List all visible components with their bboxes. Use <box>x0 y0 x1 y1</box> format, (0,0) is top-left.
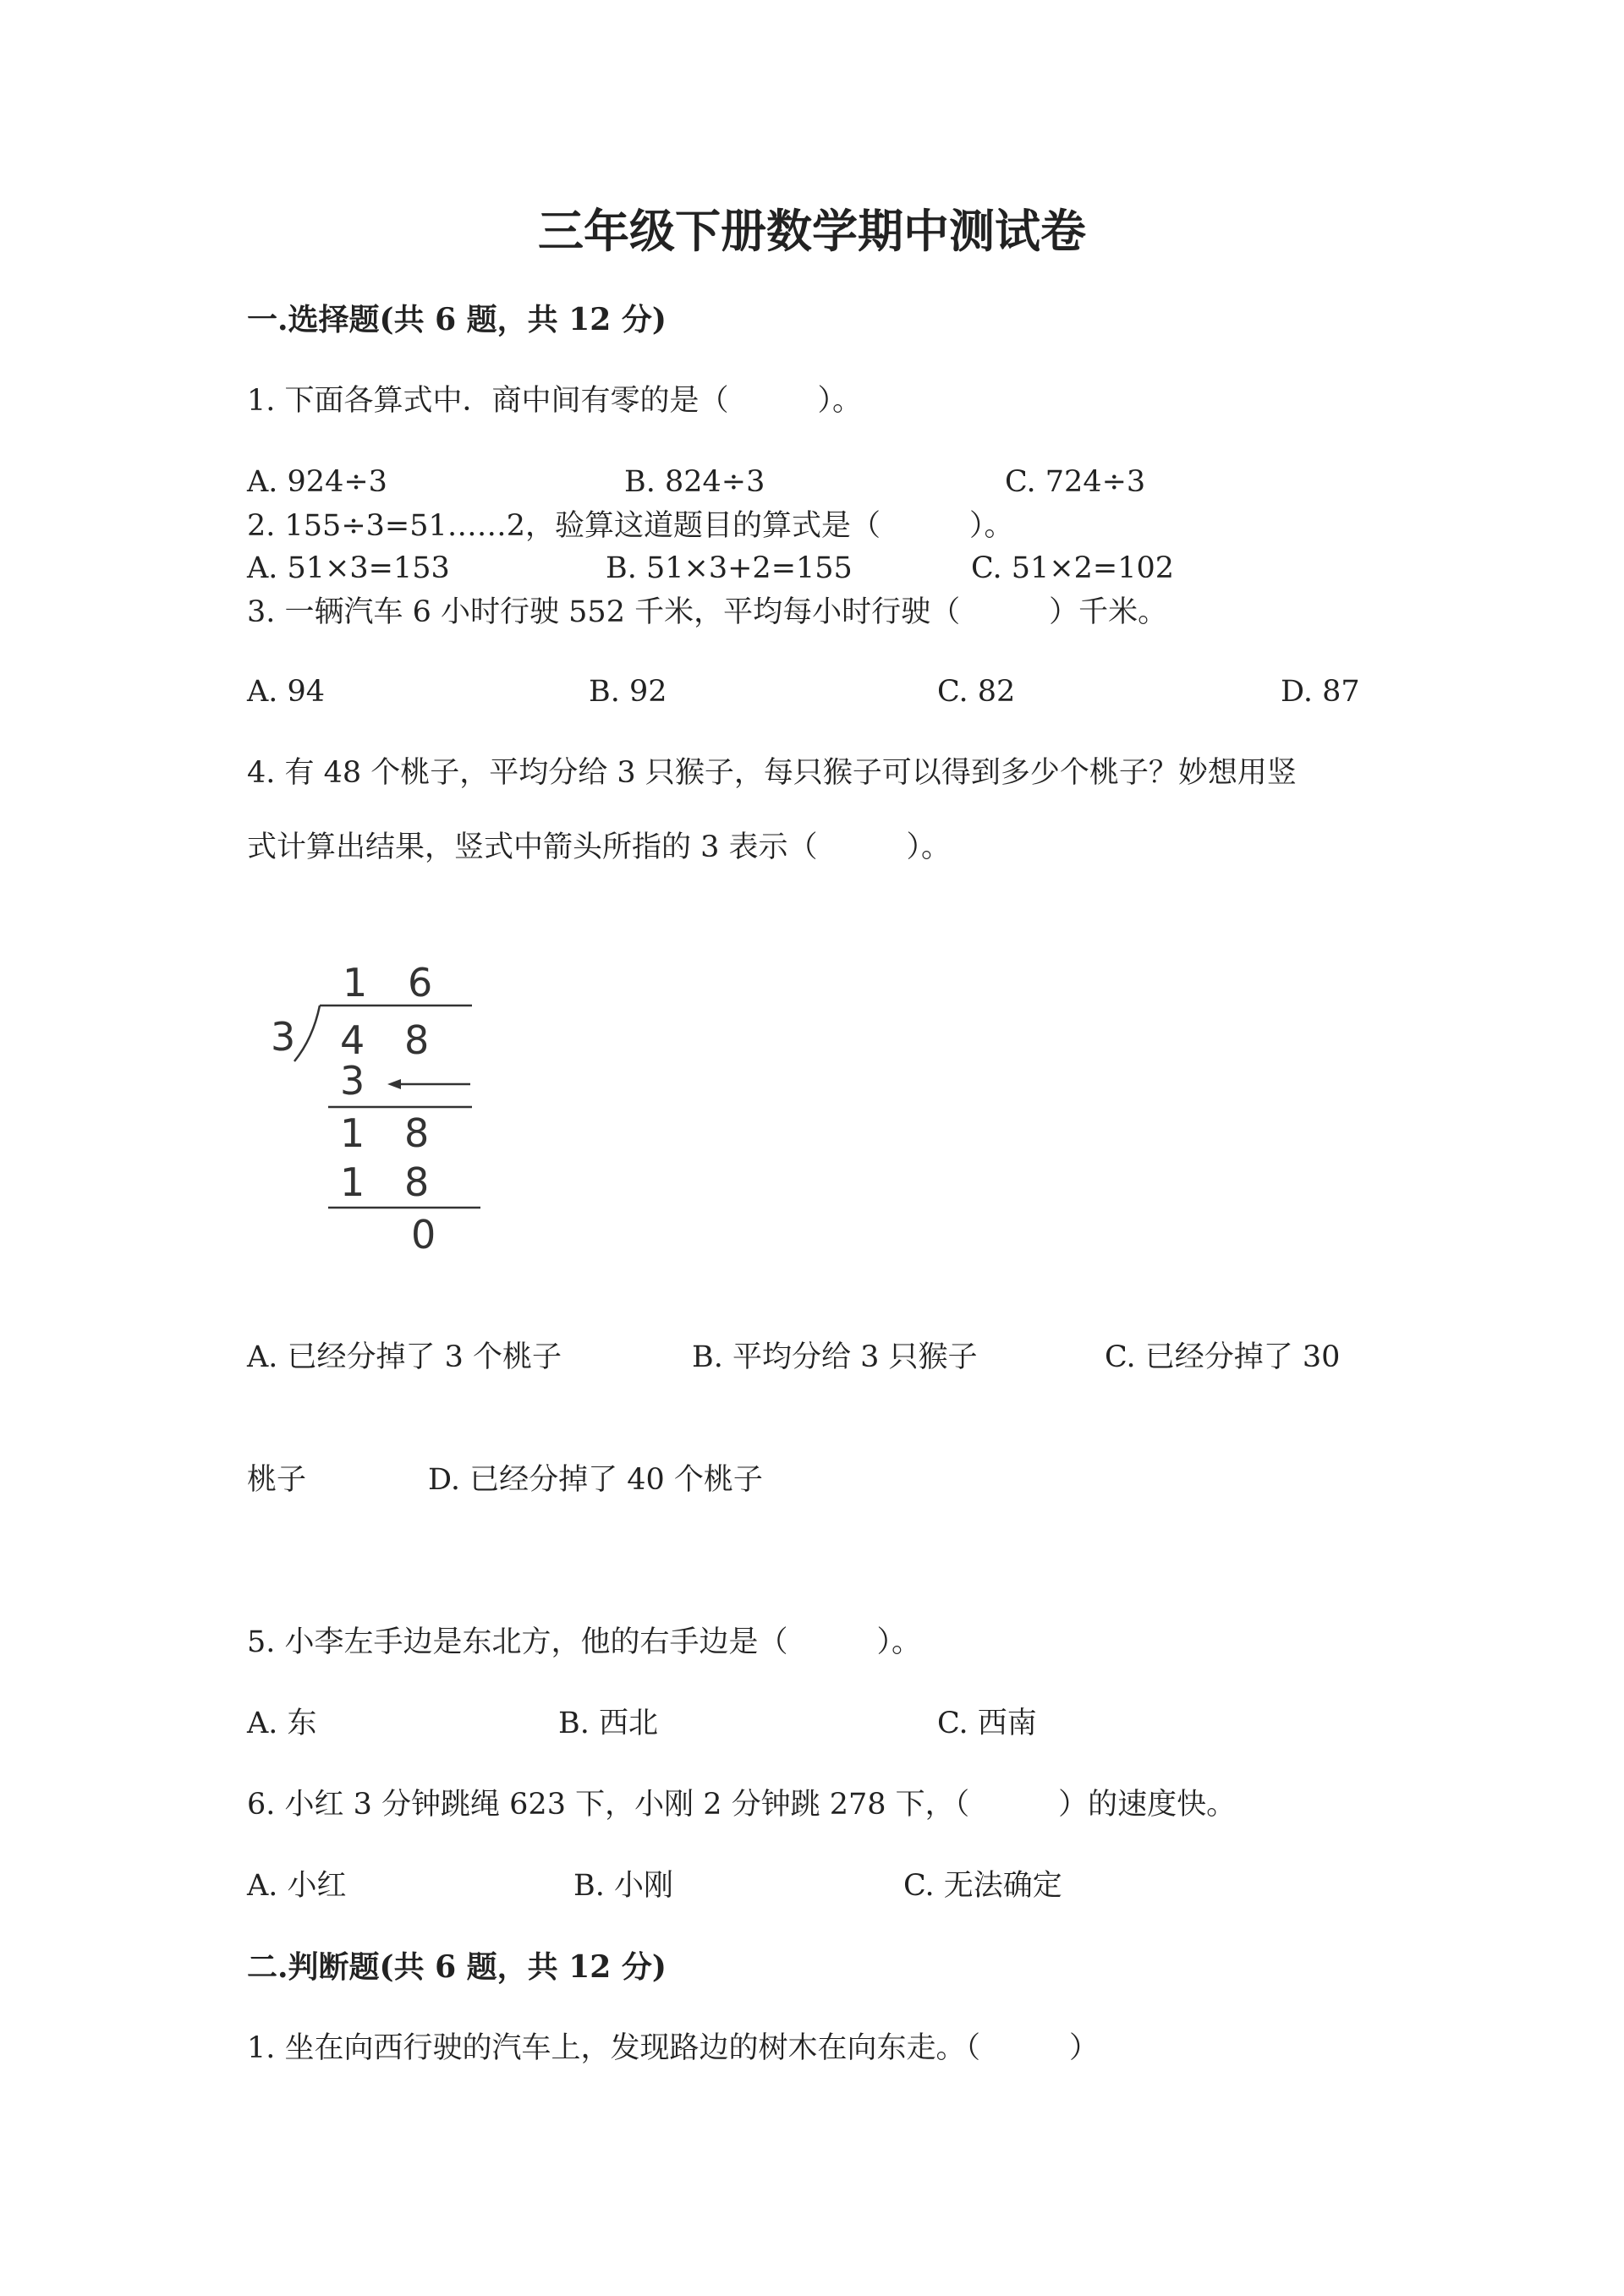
question-1-option-b: B. 824÷3 <box>624 465 765 499</box>
question-4-option-c: C. 已经分掉了 30 <box>1105 1340 1341 1374</box>
question-4-stem-line1: 4. 有 48 个桃子，平均分给 3 只猴子，每只猴子可以得到多少个桃子？妙想用竖 <box>247 756 1297 790</box>
question-6-option-a: A. 小红 <box>247 1869 347 1903</box>
quotient-digit-tens: 1 <box>343 960 368 1006</box>
question-4-option-b: B. 平均分给 3 只猴子 <box>692 1340 978 1374</box>
question-4-option-c-wrap: 桃子 <box>247 1463 307 1497</box>
pointer-arrow-head <box>387 1079 401 1089</box>
step2-digit-ones: 8 <box>404 1159 430 1205</box>
question-1-option-c: C. 724÷3 <box>1005 465 1146 499</box>
step2-digit-tens: 1 <box>340 1159 365 1205</box>
question-1-stem: 1. 下面各算式中．商中间有零的是（ ）。 <box>247 384 863 418</box>
dividend-digit-ones: 8 <box>404 1017 430 1063</box>
divisor-digit: 3 <box>271 1014 296 1060</box>
result-digit: 0 <box>411 1212 436 1258</box>
judgement-question-1-stem: 1. 坐在向西行驶的汽车上，发现路边的树木在向东走。（ ） <box>247 2031 1100 2065</box>
question-4-option-d: D. 已经分掉了 40 个桃子 <box>428 1463 763 1497</box>
question-5-option-c: C. 西南 <box>937 1707 1037 1740</box>
question-1-option-a: A. 924÷3 <box>247 465 387 499</box>
dividend-digit-tens: 4 <box>340 1017 365 1063</box>
long-division-figure <box>254 939 508 1277</box>
question-2-option-b: B. 51×3+2=155 <box>606 551 853 585</box>
question-3-option-d: D. 87 <box>1281 675 1360 709</box>
question-2-option-c: C. 51×2=102 <box>971 551 1175 585</box>
question-2-stem: 2. 155÷3=51……2，验算这道题目的算式是（ ）。 <box>247 509 1014 543</box>
remainder1-digit-ones: 8 <box>404 1110 430 1156</box>
question-6-stem: 6. 小红 3 分钟跳绳 623 下，小刚 2 分钟跳 278 下，（ ）的速度快。 <box>247 1788 1237 1822</box>
page-title: 三年级下册数学期中测试卷 <box>538 204 1086 258</box>
section-header-judgement: 二.判断题(共 6 题，共 12 分) <box>247 1949 667 1985</box>
question-2-option-a: A. 51×3=153 <box>247 551 450 585</box>
question-3-option-b: B. 92 <box>589 675 667 709</box>
question-6-option-c: C. 无法确定 <box>903 1869 1062 1903</box>
question-4-option-a: A. 已经分掉了 3 个桃子 <box>247 1340 562 1374</box>
question-5-option-b: B. 西北 <box>558 1707 658 1740</box>
section-header-choice: 一.选择题(共 6 题，共 12 分) <box>247 302 667 337</box>
question-3-stem: 3. 一辆汽车 6 小时行驶 552 千米，平均每小时行驶（ ）千米。 <box>247 595 1168 629</box>
question-5-option-a: A. 东 <box>247 1707 317 1740</box>
quotient-digit-ones: 6 <box>408 960 433 1006</box>
remainder1-digit-tens: 1 <box>340 1110 365 1156</box>
question-3-option-a: A. 94 <box>247 675 326 709</box>
question-3-option-c: C. 82 <box>937 675 1016 709</box>
question-4-stem-line2: 式计算出结果，竖式中箭头所指的 3 表示（ ）。 <box>247 830 952 864</box>
question-6-option-b: B. 小刚 <box>573 1869 673 1903</box>
division-bracket <box>294 1006 320 1061</box>
question-5-stem: 5. 小李左手边是东北方，他的右手边是（ ）。 <box>247 1625 922 1659</box>
step1-digit: 3 <box>340 1058 365 1104</box>
